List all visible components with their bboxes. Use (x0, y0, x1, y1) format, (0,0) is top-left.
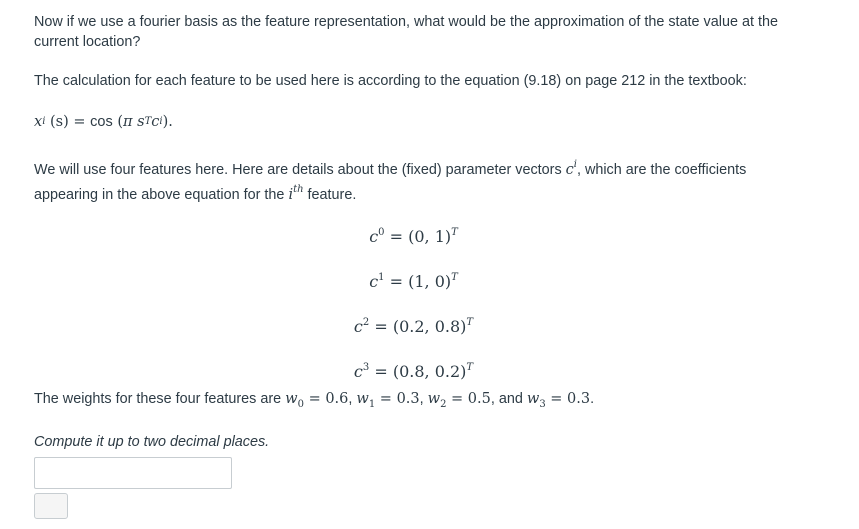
vector-index: 1 (378, 271, 385, 283)
weight-sep: , and (490, 391, 527, 407)
question-container (34, 12, 794, 519)
eq-equals: = (73, 114, 86, 130)
weight-var: w (526, 391, 540, 407)
vector-transpose: T (466, 361, 474, 373)
vector-name: c (369, 271, 379, 291)
weight-sep: . (590, 391, 595, 407)
vector-value: = (0, 1) (389, 226, 452, 246)
eq-c: c (151, 114, 160, 130)
answer-input[interactable] (34, 457, 232, 489)
vector-row (34, 347, 793, 392)
weight-value: = 0.3 (545, 391, 591, 407)
weight-value: = 0.3 (375, 391, 420, 407)
features-ith: i (288, 187, 294, 203)
question-intro: Now if we use a fourier basis as the feature representation, what would be the approximation of the state value at the current location? (34, 14, 778, 50)
weight-var: w (285, 391, 298, 407)
eq-transpose: T (144, 116, 152, 127)
fourier-feature-equation (34, 109, 794, 135)
eq-c-sup: i (159, 116, 163, 127)
weight-sub: 3 (539, 399, 546, 410)
weight-sub: 2 (440, 399, 447, 410)
vector-value: = (0.2, 0.8) (374, 316, 467, 336)
weight-var: w (356, 391, 369, 407)
eq-open: ( (117, 114, 123, 130)
vector-index: 2 (362, 316, 370, 328)
eq-func: cos (90, 114, 113, 130)
features-text-b: , which are the coefficients appearing in the above equation for the (34, 162, 747, 203)
vector-index: 3 (362, 361, 370, 373)
eq-lhs-arg: (s) (50, 114, 69, 130)
vector-name: c (353, 361, 363, 381)
vector-transpose: T (451, 271, 458, 283)
submit-button[interactable] (34, 493, 68, 519)
eq-lhs-sub: i (42, 116, 46, 127)
vector-name: c (353, 316, 363, 336)
weight-sub: 0 (297, 399, 304, 410)
weight-sub: 1 (368, 399, 376, 410)
weights-text: The weights for these four features are (34, 391, 286, 407)
weights-description (34, 389, 794, 415)
weight-sep: , (419, 391, 428, 407)
vector-row (34, 302, 793, 347)
precision-hint: Compute it up to two decimal places. (34, 434, 270, 450)
vector-name: c (369, 226, 379, 246)
features-c-sup: i (573, 159, 577, 170)
features-text-c: feature. (303, 187, 357, 203)
features-description (34, 155, 794, 205)
eq-s: s (137, 114, 145, 130)
eq-pi: π (123, 114, 133, 130)
eq-lhs-var: x (34, 114, 43, 130)
vector-index: 0 (378, 226, 385, 238)
vector-transpose: T (451, 226, 458, 238)
weight-value: = 0.6 (303, 391, 349, 407)
features-text-a: We will use four features here. Here are details about the (fixed) parameter vectors (34, 162, 566, 178)
vector-value: = (1, 0) (389, 271, 452, 291)
weight-var: w (427, 391, 441, 407)
vector-transpose: T (466, 316, 474, 328)
weight-value: = 0.5 (446, 391, 491, 407)
eq-close: ). (162, 114, 173, 130)
vector-row (34, 212, 793, 257)
parameter-vectors (34, 212, 793, 392)
calculation-note: The calculation for each feature to be used here is according to the equation (9.18) on page 212 in the textbook: (34, 73, 747, 89)
vector-row (34, 257, 793, 302)
weight-sep: , (348, 391, 357, 407)
features-c: c (565, 162, 574, 178)
vector-value: = (0.8, 0.2) (374, 361, 467, 381)
features-th: th (293, 184, 304, 195)
